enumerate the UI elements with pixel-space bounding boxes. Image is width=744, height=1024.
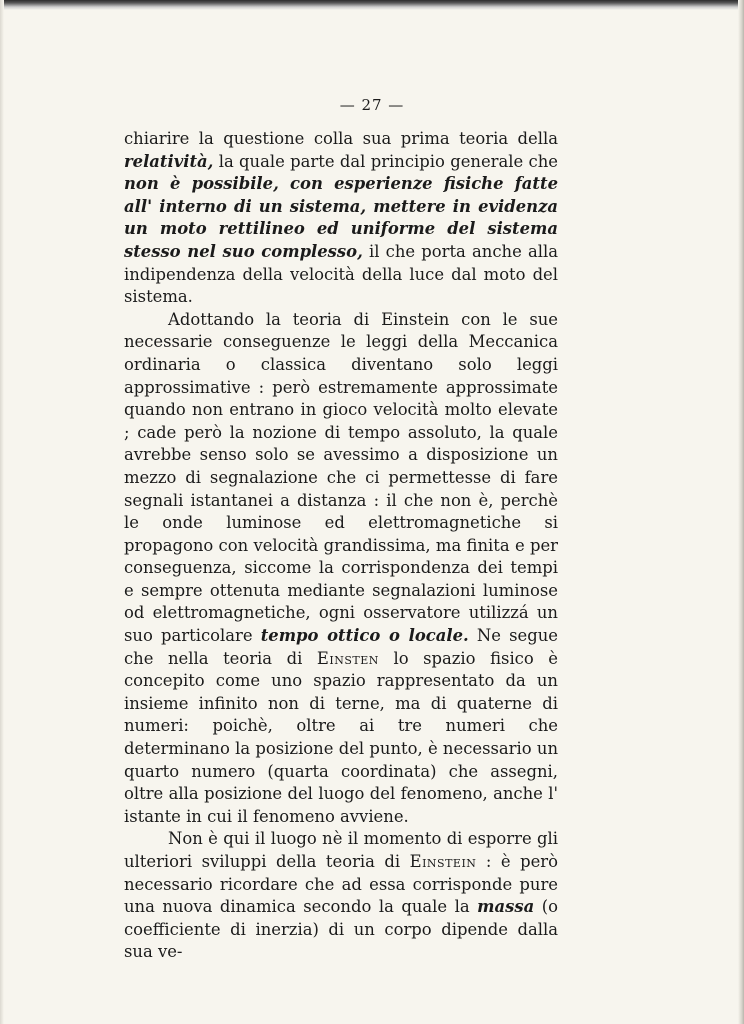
text-segment: Adottando la teoria di Einstein con le sue necessarie conseguenze le leggi della Meccanica ordinaria o classica diventano solo leggi approssimative : però estremamente approssimate quando non entrano in gioco velocità molto elevate ; cade però la nozione di tempo assoluto, la quale avrebbe senso solo se avessimo a disposizione un mezzo di segnalazione che ci permettesse di fare segnali istantanei a distanza : il che non è, perchè le onde luminose ed elettromagnetiche si propagono con velocità grandissima, ma finita e per conseguenza, siccome la corrispondenza dei tempi e sempre ottenuta mediante segnalazioni luminose od elettromagnetiche, ogni osservatore utilizzá un suo particolare [124,309,558,646]
scan-right-edge [738,0,744,1024]
text-segment: la quale parte dal principio generale che [213,151,558,171]
text-segment: non è possibile, con esperienze fisiche fatte all' interno di un sistema, mettere in evidenza un moto rettilineo ed uniforme del sistema stesso nel suo complesso, [124,174,558,261]
scan-left-edge [0,0,4,1024]
text-segment: Einsten [316,648,379,668]
text-segment: (o coefficiente di inerzia) di un corpo dipende dalla sua ve- [124,897,558,962]
scan-top-edge [0,0,744,10]
text-segment: chiarire la questione colla sua prima teoria della [124,129,558,148]
text-segment: Non è qui il luogo nè il momento di esporre gli ulteriori sviluppi della teoria di [124,829,558,871]
text-segment: : è però necessario ricordare che ad essa corrisponde pure una nuova dinamica secondo la quale la [124,852,558,917]
paragraph-1 [124,128,558,309]
paragraph-2 [124,309,558,829]
body-text [124,128,558,964]
text-segment: Ne segue che nella teoria di [124,626,559,668]
page-number: — 27 — [339,96,405,114]
text-segment: tempo ottico o locale. [260,626,469,646]
text-segment: massa [477,897,535,917]
text-segment: relatività, [124,151,214,171]
text-segment: il che porta anche alla indipendenza della velocità della luce dal moto del sistema. [124,241,558,307]
text-segment: lo spazio fisico è concepito come uno spazio rappresentato da un insieme infinito non di terne, ma di quaterne di numeri: poichè, oltre ai tre numeri che determinano la posizione del punto, è necessario un quarto numero (quarta coordinata) che assegni, oltre alla posizione del luogo del fenomeno, anche l' istante in cui il fenomeno avviene. [124,648,558,826]
paragraph-3 [124,828,558,964]
text-segment: Einstein [409,852,477,871]
